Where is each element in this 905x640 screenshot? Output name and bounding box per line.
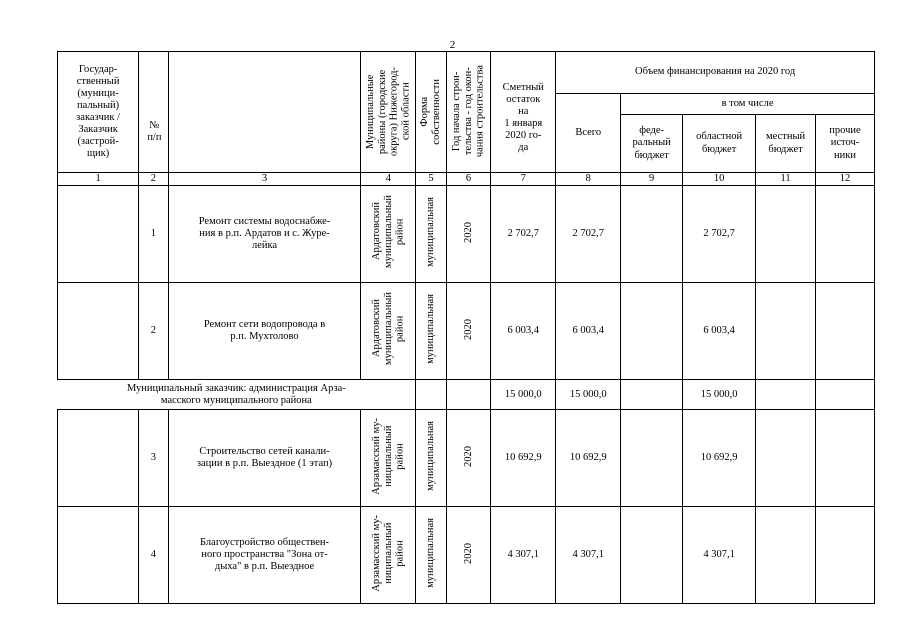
table-row: [58, 283, 875, 380]
regional: 2 702,7: [683, 186, 756, 283]
object-name: Ремонт сети водопровода в р.п. Мухтолово: [168, 283, 361, 380]
federal: [621, 410, 683, 507]
header-including: в том числе: [621, 94, 875, 115]
regional: 6 003,4: [683, 283, 756, 380]
estimate: 2 702,7: [491, 186, 556, 283]
col-num: 5: [416, 173, 446, 186]
header-row-1: [58, 52, 875, 94]
header-customer: Государ- ственный (муници- пальный) заказчик / Заказчик (застрой- щик): [58, 52, 139, 173]
total: 4 307,1: [556, 507, 621, 604]
header-total: Всего: [556, 94, 621, 173]
estimate: 6 003,4: [491, 283, 556, 380]
financing-table: [57, 51, 875, 604]
year: 2020: [446, 186, 491, 283]
col-num: 12: [816, 173, 875, 186]
other: [816, 410, 875, 507]
header-years: Год начала строи- тельства - год окон- чания строительства: [446, 52, 491, 173]
group-federal: [621, 380, 683, 410]
row-number: 3: [139, 410, 168, 507]
ownership: муниципальная: [416, 507, 446, 604]
object-name: Ремонт системы водоснабже- ния в р.п. Ардатов и с. Журе- лейка: [168, 186, 361, 283]
group-local: [756, 380, 816, 410]
group-label: Муниципальный заказчик: администрация Арза- масского муниципального района: [58, 380, 416, 410]
year: 2020: [446, 410, 491, 507]
regional: 10 692,9: [683, 410, 756, 507]
col-num: 10: [683, 173, 756, 186]
other: [816, 507, 875, 604]
header-ownership: Форма собственности: [416, 52, 446, 173]
header-estimate: Сметный остаток на 1 января 2020 го- да: [491, 52, 556, 173]
group-regional: 15 000,0: [683, 380, 756, 410]
estimate: 10 692,9: [491, 410, 556, 507]
page-number: 2: [449, 39, 456, 51]
group-estimate: 15 000,0: [491, 380, 556, 410]
col-num: 3: [168, 173, 361, 186]
col-num: 7: [491, 173, 556, 186]
table-row: [58, 186, 875, 283]
district: Ардатовский муниципальный район: [361, 283, 416, 380]
federal: [621, 186, 683, 283]
local: [756, 507, 816, 604]
col-num: 4: [361, 173, 416, 186]
customer-cell: [58, 283, 139, 380]
ownership: муниципальная: [416, 283, 446, 380]
col-num: 11: [756, 173, 816, 186]
local: [756, 410, 816, 507]
row-number: 1: [139, 186, 168, 283]
row-number: 4: [139, 507, 168, 604]
header-regional: областной бюджет: [683, 115, 756, 173]
district: Ардатовский муниципальный район: [361, 186, 416, 283]
other: [816, 186, 875, 283]
ownership: муниципальная: [416, 186, 446, 283]
col-num: 8: [556, 173, 621, 186]
total: 6 003,4: [556, 283, 621, 380]
col-num: 9: [621, 173, 683, 186]
year: 2020: [446, 507, 491, 604]
regional: 4 307,1: [683, 507, 756, 604]
local: [756, 283, 816, 380]
object-name: Строительство сетей канали- зации в р.п. Выездное (1 этап): [168, 410, 361, 507]
group-other: [816, 380, 875, 410]
header-other: прочие источ- ники: [816, 115, 875, 173]
estimate: 4 307,1: [491, 507, 556, 604]
customer-cell: [58, 410, 139, 507]
table-row: [58, 507, 875, 604]
group-summary-row: [58, 380, 875, 410]
customer-cell: [58, 186, 139, 283]
column-number-row: [58, 173, 875, 186]
row-number: 2: [139, 283, 168, 380]
header-number: № п/п: [139, 52, 168, 173]
col-num: 6: [446, 173, 491, 186]
header-financing: Объем финансирования на 2020 год: [556, 52, 875, 94]
group-year: [446, 380, 491, 410]
col-num: 1: [58, 173, 139, 186]
district: Арзамасский му- ниципальный район: [361, 410, 416, 507]
header-object-name: [168, 52, 361, 173]
total: 10 692,9: [556, 410, 621, 507]
ownership: муниципальная: [416, 410, 446, 507]
header-federal: феде- ральный бюджет: [621, 115, 683, 173]
header-local: местный бюджет: [756, 115, 816, 173]
object-name: Благоустройство обществен- ного пространства "Зона от- дыха" в р.п. Выездное: [168, 507, 361, 604]
federal: [621, 283, 683, 380]
group-ownership: [416, 380, 446, 410]
header-district: Муниципальные районы (городские округа) Нижегород- ской области: [361, 52, 416, 173]
federal: [621, 507, 683, 604]
other: [816, 283, 875, 380]
customer-cell: [58, 507, 139, 604]
year: 2020: [446, 283, 491, 380]
total: 2 702,7: [556, 186, 621, 283]
table-row: [58, 410, 875, 507]
group-total: 15 000,0: [556, 380, 621, 410]
district: Арзамасский му- ниципальный район: [361, 507, 416, 604]
local: [756, 186, 816, 283]
col-num: 2: [139, 173, 168, 186]
